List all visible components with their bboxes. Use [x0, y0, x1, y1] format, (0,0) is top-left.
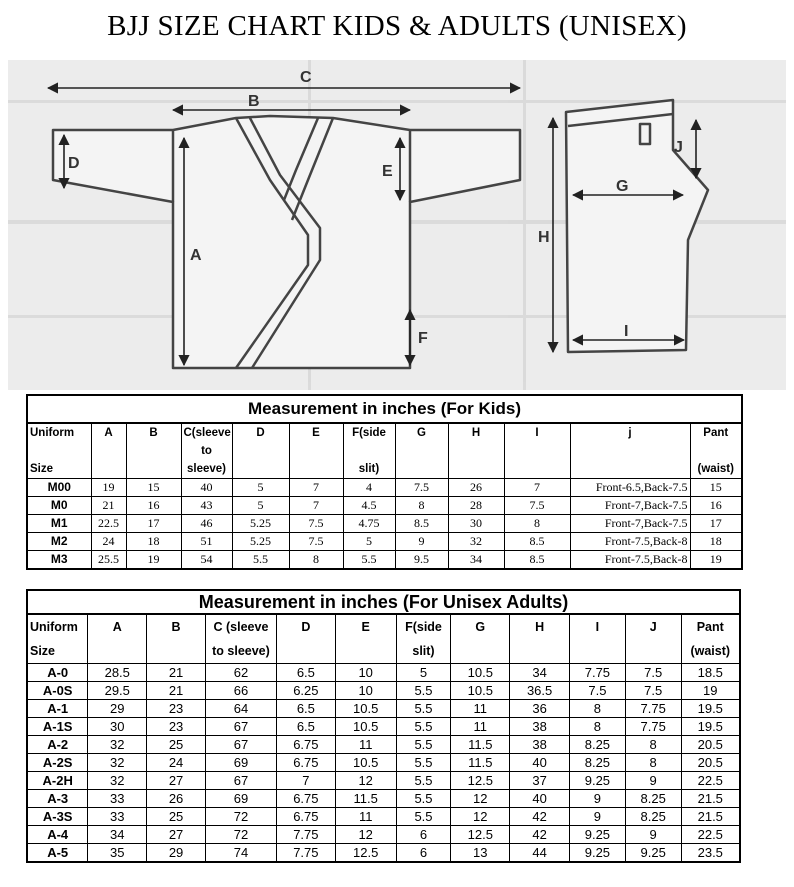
value-cell: 9	[625, 772, 681, 790]
table-row	[27, 664, 740, 682]
value-cell: 25.5	[91, 551, 126, 570]
value-cell: 69	[205, 754, 276, 772]
value-cell: 5	[232, 497, 289, 515]
value-cell: 25	[147, 808, 206, 826]
value-cell: 42	[510, 826, 570, 844]
kids-header-cell: B	[126, 423, 181, 479]
value-cell: 32	[88, 736, 147, 754]
value-cell: 5.5	[232, 551, 289, 570]
value-cell: 34	[88, 826, 147, 844]
size-cell: M0	[27, 497, 91, 515]
value-cell: 5	[232, 479, 289, 497]
value-cell: Front-7,Back-7.5	[570, 515, 690, 533]
value-cell: 24	[147, 754, 206, 772]
value-cell: 10.5	[335, 718, 396, 736]
value-cell: 16	[126, 497, 181, 515]
value-cell: 27	[147, 826, 206, 844]
value-cell: 6.25	[276, 682, 335, 700]
kids-header-cell: j	[570, 423, 690, 479]
adults-header-cell: E	[335, 614, 396, 664]
label-j: J	[674, 139, 683, 156]
value-cell: 12.5	[451, 826, 510, 844]
value-cell: 6.75	[276, 790, 335, 808]
table-row	[27, 682, 740, 700]
value-cell: 74	[205, 844, 276, 863]
value-cell: 17	[690, 515, 742, 533]
value-cell: 51	[181, 533, 232, 551]
value-cell: 69	[205, 790, 276, 808]
value-cell: 4.75	[343, 515, 395, 533]
value-cell: 5.5	[396, 736, 451, 754]
table-row	[27, 736, 740, 754]
value-cell: 11	[335, 736, 396, 754]
value-cell: 7	[289, 479, 343, 497]
kids-header-cell: I	[504, 423, 570, 479]
value-cell: 19	[126, 551, 181, 570]
kids-header-cell: G	[395, 423, 448, 479]
value-cell: 7.5	[289, 515, 343, 533]
value-cell: 62	[205, 664, 276, 682]
label-f: F	[418, 330, 428, 347]
value-cell: 21	[147, 682, 206, 700]
value-cell: 7.75	[625, 700, 681, 718]
value-cell: 21	[147, 664, 206, 682]
table-row	[27, 700, 740, 718]
value-cell: 10	[335, 682, 396, 700]
value-cell: 11	[451, 700, 510, 718]
value-cell: 7.5	[395, 479, 448, 497]
value-cell: 26	[147, 790, 206, 808]
value-cell: 5	[343, 533, 395, 551]
value-cell: 4	[343, 479, 395, 497]
value-cell: 67	[205, 736, 276, 754]
value-cell: Front-6.5,Back-7.5	[570, 479, 690, 497]
value-cell: 7.75	[276, 844, 335, 863]
value-cell: 36	[510, 700, 570, 718]
kids-header-cell: H	[448, 423, 504, 479]
value-cell: 22.5	[681, 772, 740, 790]
value-cell: 72	[205, 826, 276, 844]
value-cell: 5.5	[396, 700, 451, 718]
value-cell: 7	[504, 479, 570, 497]
value-cell: 37	[510, 772, 570, 790]
value-cell: 7.5	[625, 664, 681, 682]
value-cell: 34	[510, 664, 570, 682]
value-cell: 11.5	[335, 790, 396, 808]
page-title: BJJ SIZE CHART KIDS & ADULTS (UNISEX)	[107, 10, 687, 42]
kids-header-cell: C(sleeve to sleeve)	[181, 423, 232, 479]
value-cell: 8	[504, 515, 570, 533]
value-cell: 9.25	[570, 772, 626, 790]
table-row	[27, 790, 740, 808]
value-cell: 8.5	[395, 515, 448, 533]
value-cell: Front-7.5,Back-8	[570, 551, 690, 570]
size-cell: M2	[27, 533, 91, 551]
value-cell: 64	[205, 700, 276, 718]
value-cell: 7.5	[289, 533, 343, 551]
value-cell: 18	[126, 533, 181, 551]
value-cell: 6	[396, 826, 451, 844]
size-cell: M3	[27, 551, 91, 570]
kids-size-table	[26, 394, 743, 570]
label-e: E	[382, 163, 393, 180]
value-cell: 29.5	[88, 682, 147, 700]
value-cell: 9	[570, 808, 626, 826]
value-cell: Front-7.5,Back-8	[570, 533, 690, 551]
value-cell: 38	[510, 718, 570, 736]
value-cell: 10	[335, 664, 396, 682]
value-cell: 21.5	[681, 808, 740, 826]
value-cell: 12	[335, 826, 396, 844]
table-row	[27, 754, 740, 772]
value-cell: 5.5	[343, 551, 395, 570]
value-cell: 10.5	[451, 682, 510, 700]
value-cell: 8	[625, 754, 681, 772]
kids-header-row	[27, 423, 742, 479]
value-cell: 12.5	[451, 772, 510, 790]
value-cell: 12	[451, 808, 510, 826]
value-cell: 32	[448, 533, 504, 551]
value-cell: 5	[396, 664, 451, 682]
value-cell: 6.5	[276, 700, 335, 718]
value-cell: 30	[88, 718, 147, 736]
value-cell: 32	[88, 772, 147, 790]
value-cell: 5.5	[396, 682, 451, 700]
value-cell: 67	[205, 772, 276, 790]
value-cell: 43	[181, 497, 232, 515]
adults-header-cell: A	[88, 614, 147, 664]
value-cell: 30	[448, 515, 504, 533]
value-cell: 8.5	[504, 533, 570, 551]
value-cell: 12.5	[335, 844, 396, 863]
label-a: A	[190, 247, 202, 264]
value-cell: 10.5	[335, 754, 396, 772]
value-cell: 22.5	[91, 515, 126, 533]
kids-header-cell: Pant (waist)	[690, 423, 742, 479]
value-cell: 9.25	[625, 844, 681, 863]
value-cell: 35	[88, 844, 147, 863]
value-cell: 72	[205, 808, 276, 826]
value-cell: 20.5	[681, 754, 740, 772]
table-row	[27, 497, 742, 515]
value-cell: 7.75	[276, 826, 335, 844]
value-cell: 44	[510, 844, 570, 863]
value-cell: 8.5	[504, 551, 570, 570]
value-cell: 20.5	[681, 736, 740, 754]
value-cell: 5.25	[232, 533, 289, 551]
value-cell: 24	[91, 533, 126, 551]
value-cell: 6.75	[276, 736, 335, 754]
value-cell: 23.5	[681, 844, 740, 863]
size-cell: A-1S	[27, 718, 88, 736]
value-cell: 12	[451, 790, 510, 808]
adults-header-cell: F(side slit)	[396, 614, 451, 664]
value-cell: 67	[205, 718, 276, 736]
label-g: G	[616, 178, 629, 195]
value-cell: 29	[88, 700, 147, 718]
label-d: D	[68, 155, 80, 172]
value-cell: 5.25	[232, 515, 289, 533]
kids-table-caption: Measurement in inches (For Kids)	[27, 395, 742, 423]
value-cell: 33	[88, 808, 147, 826]
size-cell: A-4	[27, 826, 88, 844]
adults-header-cell: I	[570, 614, 626, 664]
value-cell: 9	[570, 790, 626, 808]
value-cell: 9	[625, 826, 681, 844]
value-cell: 6.5	[276, 664, 335, 682]
value-cell: 40	[510, 790, 570, 808]
size-cell: A-2H	[27, 772, 88, 790]
size-cell: A-2S	[27, 754, 88, 772]
value-cell: 25	[147, 736, 206, 754]
value-cell: 5.5	[396, 790, 451, 808]
size-cell: A-0S	[27, 682, 88, 700]
label-i: I	[624, 323, 629, 340]
value-cell: 18	[690, 533, 742, 551]
value-cell: 42	[510, 808, 570, 826]
size-cell: A-2	[27, 736, 88, 754]
value-cell: 17	[126, 515, 181, 533]
value-cell: 10.5	[451, 664, 510, 682]
value-cell: 19	[690, 551, 742, 570]
value-cell: 16	[690, 497, 742, 515]
table-row	[27, 551, 742, 570]
table-row	[27, 844, 740, 863]
value-cell: 7.75	[625, 718, 681, 736]
value-cell: 27	[147, 772, 206, 790]
value-cell: 23	[147, 718, 206, 736]
adults-header-cell: G	[451, 614, 510, 664]
table-row	[27, 718, 740, 736]
adults-header-cell: C (sleeve to sleeve)	[205, 614, 276, 664]
gi-measurement-diagram	[8, 60, 786, 390]
value-cell: 21	[91, 497, 126, 515]
kids-header-cell: D	[232, 423, 289, 479]
value-cell: 15	[690, 479, 742, 497]
value-cell: 11	[335, 808, 396, 826]
label-c: C	[300, 69, 312, 86]
value-cell: 7.5	[504, 497, 570, 515]
value-cell: 29	[147, 844, 206, 863]
value-cell: 32	[88, 754, 147, 772]
table-row	[27, 515, 742, 533]
table-row	[27, 533, 742, 551]
value-cell: 9	[395, 533, 448, 551]
value-cell: 38	[510, 736, 570, 754]
value-cell: 19	[681, 682, 740, 700]
value-cell: 13	[451, 844, 510, 863]
size-cell: A-1	[27, 700, 88, 718]
value-cell: 66	[205, 682, 276, 700]
value-cell: 9.5	[395, 551, 448, 570]
value-cell: 40	[181, 479, 232, 497]
value-cell: 6.75	[276, 754, 335, 772]
value-cell: 6.5	[276, 718, 335, 736]
adults-header-row	[27, 614, 740, 664]
value-cell: 7.5	[570, 682, 626, 700]
kids-header-cell: A	[91, 423, 126, 479]
value-cell: 10.5	[335, 700, 396, 718]
adults-header-cell: D	[276, 614, 335, 664]
value-cell: 11.5	[451, 754, 510, 772]
size-cell: M1	[27, 515, 91, 533]
size-cell: A-0	[27, 664, 88, 682]
value-cell: 8.25	[625, 808, 681, 826]
value-cell: 28	[448, 497, 504, 515]
size-cell: A-3S	[27, 808, 88, 826]
adults-header-cell: Pant (waist)	[681, 614, 740, 664]
kids-header-cell: E	[289, 423, 343, 479]
value-cell: 7.5	[625, 682, 681, 700]
value-cell: 23	[147, 700, 206, 718]
value-cell: 5.5	[396, 808, 451, 826]
value-cell: 5.5	[396, 754, 451, 772]
value-cell: 9.25	[570, 844, 626, 863]
value-cell: 7	[289, 497, 343, 515]
value-cell: 8	[395, 497, 448, 515]
value-cell: 22.5	[681, 826, 740, 844]
value-cell: 40	[510, 754, 570, 772]
value-cell: 26	[448, 479, 504, 497]
kids-header-cell: Uniform Size	[27, 423, 91, 479]
value-cell: 8	[570, 700, 626, 718]
value-cell: 8	[625, 736, 681, 754]
value-cell: 19	[91, 479, 126, 497]
value-cell: 15	[126, 479, 181, 497]
table-row	[27, 808, 740, 826]
value-cell: 6	[396, 844, 451, 863]
value-cell: 8.25	[570, 736, 626, 754]
value-cell: 5.5	[396, 718, 451, 736]
size-cell: A-5	[27, 844, 88, 863]
label-h: H	[538, 229, 550, 246]
adults-header-cell: B	[147, 614, 206, 664]
value-cell: 7.75	[570, 664, 626, 682]
value-cell: 54	[181, 551, 232, 570]
value-cell: 19.5	[681, 718, 740, 736]
value-cell: 8.25	[625, 790, 681, 808]
value-cell: 33	[88, 790, 147, 808]
adults-header-cell: H	[510, 614, 570, 664]
value-cell: 34	[448, 551, 504, 570]
value-cell: 11	[451, 718, 510, 736]
value-cell: 6.75	[276, 808, 335, 826]
value-cell: 11.5	[451, 736, 510, 754]
value-cell: Front-7,Back-7.5	[570, 497, 690, 515]
size-cell: M00	[27, 479, 91, 497]
value-cell: 4.5	[343, 497, 395, 515]
value-cell: 12	[335, 772, 396, 790]
value-cell: 7	[276, 772, 335, 790]
value-cell: 46	[181, 515, 232, 533]
table-row	[27, 826, 740, 844]
adults-header-cell: J	[625, 614, 681, 664]
kids-header-cell: F(side slit)	[343, 423, 395, 479]
value-cell: 8.25	[570, 754, 626, 772]
table-row	[27, 479, 742, 497]
value-cell: 8	[570, 718, 626, 736]
value-cell: 8	[289, 551, 343, 570]
value-cell: 36.5	[510, 682, 570, 700]
adults-size-table	[26, 589, 741, 863]
value-cell: 5.5	[396, 772, 451, 790]
value-cell: 28.5	[88, 664, 147, 682]
size-cell: A-3	[27, 790, 88, 808]
value-cell: 18.5	[681, 664, 740, 682]
value-cell: 9.25	[570, 826, 626, 844]
adults-table-caption: Measurement in inches (For Unisex Adults)	[27, 590, 740, 614]
label-b: B	[248, 93, 260, 110]
table-row	[27, 772, 740, 790]
value-cell: 21.5	[681, 790, 740, 808]
adults-header-cell: Uniform Size	[27, 614, 88, 664]
value-cell: 19.5	[681, 700, 740, 718]
